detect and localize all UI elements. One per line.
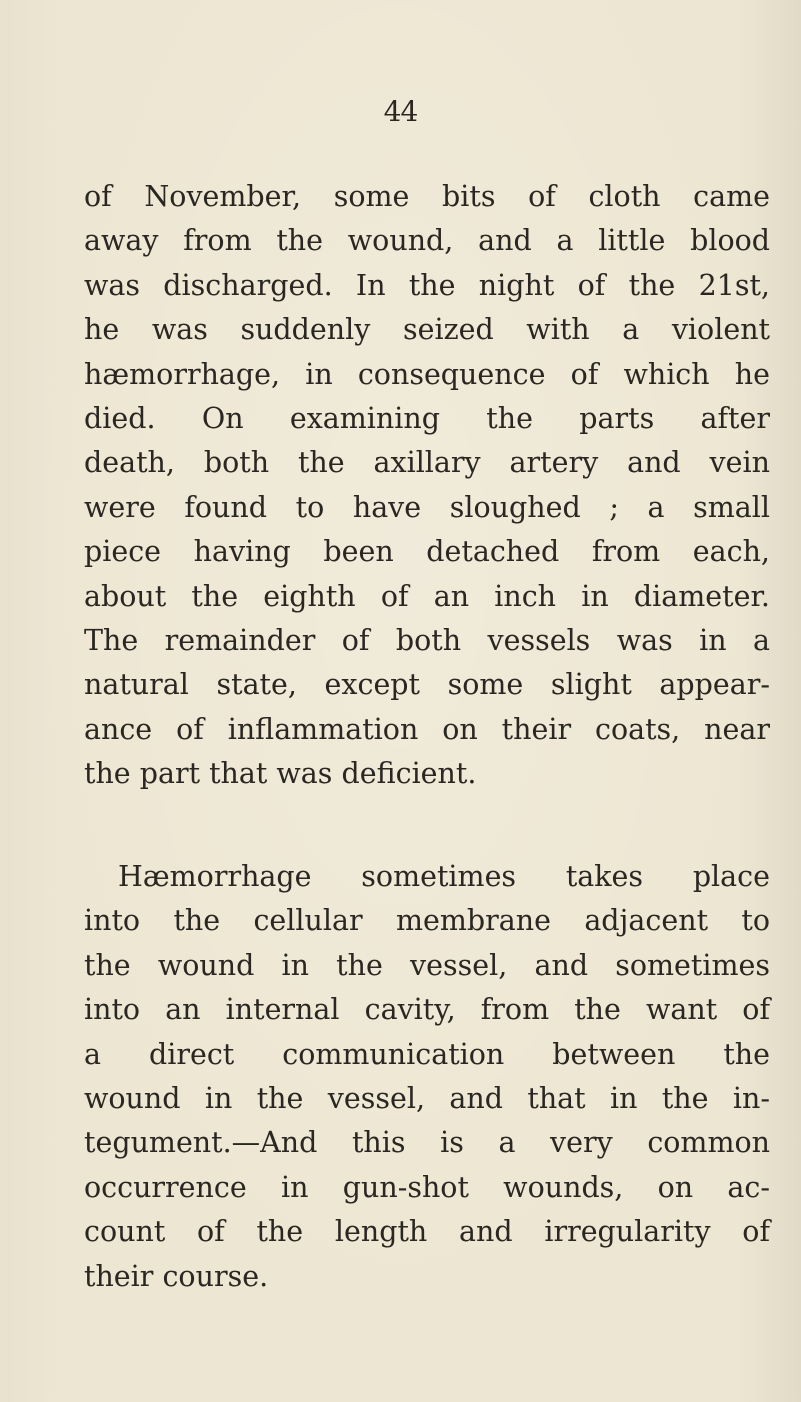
text-line: into the cellular membrane adjacent to <box>84 904 770 938</box>
text-line: away from the wound, and a little blood <box>84 224 770 258</box>
text-line: wound in the vessel, and that in the in- <box>84 1081 770 1115</box>
text-line: into an internal cavity, from the want of <box>84 993 770 1027</box>
text-line: ance of inflammation on their coats, near <box>84 712 770 746</box>
text-line: the part that was deficient. <box>84 757 477 791</box>
text-line: death, both the axillary artery and vein <box>84 446 770 480</box>
text-line: their course. <box>84 1259 269 1293</box>
text-line: count of the length and irregularity of <box>84 1215 770 1249</box>
paragraph-2 <box>84 855 770 1299</box>
text-line: a direct communication between the <box>84 1037 770 1071</box>
page-number: 44 <box>383 95 418 128</box>
text-line: The remainder of both vessels was in a <box>84 623 770 657</box>
text-line: hæmorrhage, in consequence of which he <box>84 357 770 391</box>
text-line: were found to have sloughed ; a small <box>84 490 770 524</box>
text-line: piece having been detached from each, <box>84 535 770 569</box>
text-line: died. On examining the parts after <box>84 401 770 435</box>
text-line: was discharged. In the night of the 21st, <box>84 268 770 302</box>
paragraph-1 <box>84 175 770 796</box>
text-line: tegument.—And this is a very common <box>84 1126 770 1160</box>
text-line: about the eighth of an inch in diameter. <box>84 579 770 613</box>
text-line: of November, some bits of cloth came <box>84 180 770 213</box>
text-line: the wound in the vessel, and sometimes <box>84 948 770 982</box>
text-line: natural state, except some slight appear- <box>84 668 770 702</box>
text-line: occurrence in gun-shot wounds, on ac- <box>84 1170 770 1204</box>
text-line: Hæmorrhage sometimes takes place <box>118 860 770 893</box>
text-line: he was suddenly seized with a violent <box>84 313 770 347</box>
